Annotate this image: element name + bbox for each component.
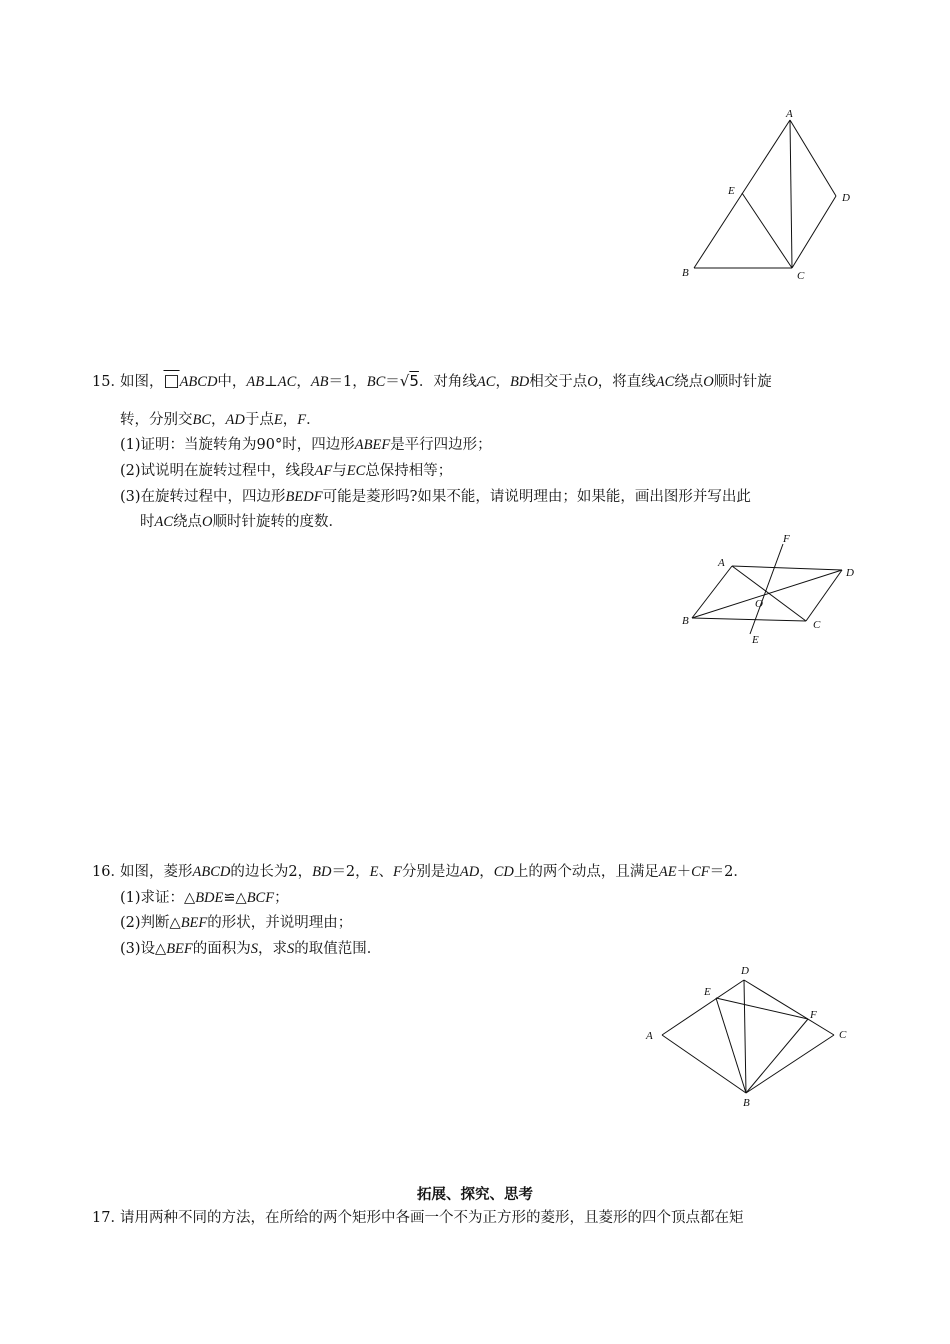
- q15-text: ．对角线: [418, 374, 477, 390]
- fig16-label-e: E: [704, 986, 711, 998]
- figure-parallelogram-abcd: [670, 530, 870, 650]
- q15-text: 是平行四边形；: [390, 437, 492, 453]
- fig15-seg-ad: [732, 566, 842, 570]
- fig16-seg-eb: [716, 998, 746, 1093]
- fig15-seg-bc: [692, 618, 806, 621]
- fig15-seg-cd: [806, 570, 842, 621]
- q15-sub-3-line-2: [140, 512, 343, 532]
- q17-line-1: [92, 1208, 744, 1228]
- section-heading: 拓展、探究、思考: [417, 1186, 533, 1203]
- fig14-label-c: C: [797, 270, 805, 282]
- q16-text: 分别是边: [401, 864, 460, 880]
- fig15-label-f: F: [783, 533, 790, 545]
- q16-text: 的取值范围．: [294, 941, 382, 957]
- q15-text: 时: [140, 514, 155, 530]
- q16-sub-1: [120, 888, 289, 908]
- q16-text: 如图，菱形: [120, 864, 193, 880]
- q15-text: 顺时针旋转的度数．: [212, 514, 344, 530]
- fig16-seg-db: [744, 980, 746, 1093]
- q15-math: ABEF: [354, 437, 391, 453]
- q17-text: 请用两种不同的方法，在所给的两个矩形中各画一个不为正方形的菱形，且菱形的四个顶点都在矩: [120, 1210, 744, 1226]
- q15-math: ABCD: [179, 374, 218, 390]
- q16-text: 的面积为: [192, 941, 251, 957]
- fig14-seg-dc: [792, 196, 836, 268]
- q16-text: ＝2．: [709, 864, 748, 880]
- fig16-seg-fb: [746, 1019, 808, 1093]
- q15-math: AB: [310, 374, 329, 390]
- q15-text: ，: [211, 412, 226, 428]
- q16-math: CF: [691, 864, 710, 880]
- q15-text: ，: [282, 412, 298, 428]
- q15-sub-2: [120, 461, 452, 481]
- fig14-label-b: B: [682, 267, 689, 279]
- q15-text: 相交于点: [529, 374, 588, 390]
- q16-math: E: [369, 864, 379, 880]
- q15-line-1: [92, 371, 772, 392]
- q15-text: 如图，: [120, 374, 164, 390]
- q15-text: 总保持相等；: [365, 463, 453, 479]
- q15-text: ．: [306, 412, 321, 428]
- fig16-seg-ad: [662, 980, 744, 1035]
- q15-math: AB: [246, 374, 265, 390]
- q16-math: F: [393, 864, 402, 880]
- q16-number: 16．: [92, 864, 125, 880]
- q16-text: ≌△: [223, 890, 247, 906]
- q15-math: EC: [346, 463, 366, 479]
- fig14-label-d: D: [842, 192, 850, 204]
- q16-math: BEF: [166, 941, 193, 957]
- figure-rhombus-abcd: [640, 960, 860, 1120]
- fig15-seg-ba: [692, 566, 732, 618]
- q15-math: BEDF: [285, 489, 323, 505]
- fig16-label-f: F: [810, 1009, 817, 1021]
- q16-text: (2)判断△: [120, 915, 181, 931]
- q16-line-1: [92, 862, 748, 882]
- q16-math: BCF: [246, 890, 275, 906]
- q15-math: AC: [476, 374, 496, 390]
- q16-sub-2: [120, 913, 352, 933]
- fig16-label-b: B: [743, 1097, 750, 1109]
- q16-text: ＋: [676, 864, 692, 880]
- q16-sub-3: [120, 939, 381, 959]
- q16-text: (1)求证：△: [120, 890, 196, 906]
- q15-math: AC: [655, 374, 675, 390]
- q15-math: AC: [277, 374, 297, 390]
- q15-math: BC: [192, 412, 212, 428]
- sqrt-radicand: 5: [409, 372, 419, 390]
- q15-text: ，: [296, 374, 311, 390]
- fig15-label-c: C: [813, 619, 821, 631]
- q15-math: O: [202, 514, 213, 530]
- q15-sub-1: [120, 435, 492, 455]
- q15-text: 顺时针旋: [713, 374, 772, 390]
- q15-text: 中，: [217, 374, 247, 390]
- fig14-seg-ec: [742, 193, 792, 268]
- fig16-label-c: C: [839, 1029, 847, 1041]
- q16-text: 的形状，并说明理由；: [207, 915, 353, 931]
- fig15-label-a: A: [718, 557, 725, 569]
- q16-text: 上的两个动点，且满足: [513, 864, 659, 880]
- q15-sub-3: [120, 487, 751, 507]
- q15-text: ＝1，: [328, 374, 367, 390]
- q16-text: 的边长为2，: [230, 864, 313, 880]
- q16-text: ；: [274, 890, 289, 906]
- q15-text: 可能是菱形吗?如果不能，请说明理由；如果能，画出图形并写出此: [322, 489, 751, 505]
- fig16-label-a: A: [646, 1030, 653, 1042]
- q16-text: ，: [479, 864, 494, 880]
- q15-text: ，将直线: [597, 374, 656, 390]
- q16-math: BEF: [180, 915, 208, 931]
- q15-math: O: [703, 374, 714, 390]
- q15-number: 15．: [92, 374, 125, 390]
- q15-text: 于点: [244, 412, 274, 428]
- fig16-seg-ab: [662, 1035, 746, 1093]
- q15-text: (2)试说明在旋转过程中，线段: [120, 463, 315, 479]
- q16-math: S: [250, 941, 259, 957]
- q15-math: E: [273, 412, 283, 428]
- q15-text: ，: [495, 374, 510, 390]
- fig14-seg-ac: [790, 120, 792, 268]
- fig16-label-d: D: [741, 965, 749, 977]
- q16-math: BDE: [195, 890, 224, 906]
- q15-math: AD: [225, 412, 245, 428]
- q15-math: AC: [154, 514, 174, 530]
- q16-math: BD: [312, 864, 332, 880]
- q15-text: 转，分别交: [120, 412, 193, 428]
- parallelogram-symbol: □: [163, 371, 180, 391]
- q15-text: 绕点: [173, 514, 203, 530]
- q16-text: ＝2，: [331, 864, 370, 880]
- q17-number: 17．: [92, 1210, 125, 1226]
- q16-math: AD: [459, 864, 480, 880]
- fig15-seg-bd: [692, 570, 842, 618]
- q15-text: (1)证明：当旋转角为90°时，四边形: [120, 437, 355, 453]
- fig15-label-d: D: [846, 567, 854, 579]
- fig16-seg-ef: [716, 998, 808, 1019]
- q16-math: ABCD: [192, 864, 231, 880]
- fig15-label-b: B: [682, 615, 689, 627]
- q15-math: AF: [314, 463, 333, 479]
- q16-text: (3)设△: [120, 941, 167, 957]
- q15-line-2: [120, 410, 321, 430]
- q16-math: S: [287, 941, 295, 957]
- fig15-label-e: E: [752, 634, 759, 646]
- q16-text: ，求: [258, 941, 288, 957]
- q16-math: AE: [658, 864, 677, 880]
- q15-math: BC: [366, 374, 386, 390]
- fig14-label-a: A: [786, 108, 793, 120]
- fig14-label-e: E: [728, 185, 735, 197]
- perp-symbol: ⊥: [264, 374, 278, 390]
- figure-quadrilateral-abcd-top: [670, 100, 870, 290]
- q15-text: 绕点: [674, 374, 704, 390]
- fig16-seg-bc: [746, 1035, 834, 1093]
- q15-text: (3)在旋转过程中，四边形: [120, 489, 286, 505]
- fig15-label-o: O: [755, 598, 763, 610]
- q16-math: CD: [493, 864, 514, 880]
- q15-text: 与: [332, 463, 347, 479]
- fig14-seg-ad: [790, 120, 836, 196]
- q16-text: 、: [378, 864, 394, 880]
- q15-math: BD: [509, 374, 530, 390]
- q15-text: ＝: [385, 374, 400, 390]
- sqrt-symbol: √: [399, 372, 410, 390]
- fig14-seg-ba: [694, 120, 790, 268]
- q15-math: O: [587, 374, 598, 390]
- q15-math: F: [297, 412, 307, 428]
